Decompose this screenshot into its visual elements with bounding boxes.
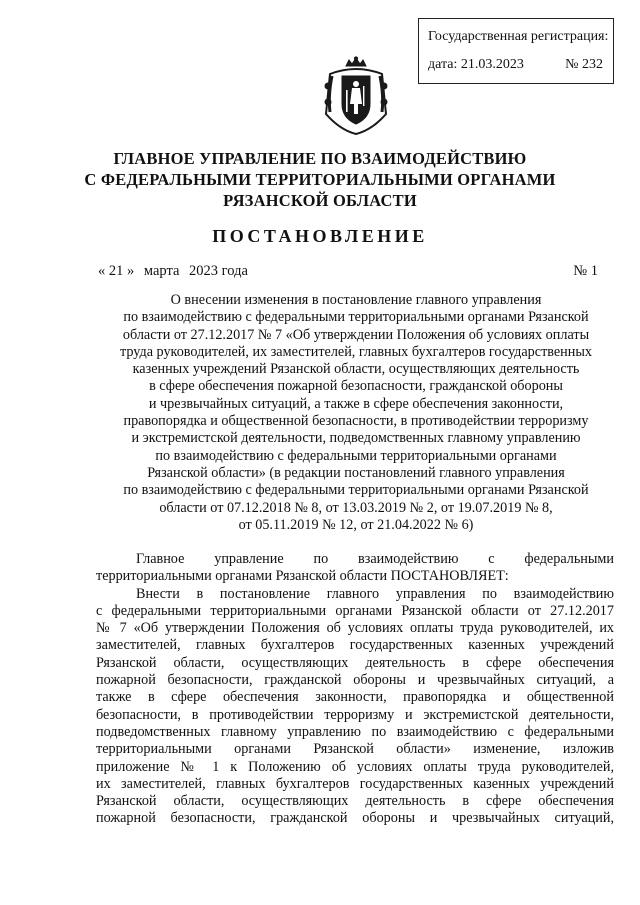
subject-line: О внесении изменения в постановление главного управления	[170, 292, 542, 308]
organization-line: ГЛАВНОЕ УПРАВЛЕНИЕ ПО ВЗАИМОДЕЙСТВИЮ	[113, 149, 527, 168]
subject-line: по взаимодействию с федеральными территориальными органами Рязанской	[123, 482, 589, 499]
body-line: территориальными органами Рязанской области» изменение, изложив	[96, 741, 614, 758]
body-line: территориальными органами Рязанской области ПОСТАНОВЛЯЕТ:	[96, 568, 509, 585]
subject-line: по взаимодействию с федеральными территориальными органами Рязанской	[123, 309, 589, 326]
body-line: № 7 «Об утверждении Положения об условиях оплаты труда руководителей, их	[96, 620, 614, 637]
body-line: пожарной безопасности, гражданской обороны и чрезвычайных ситуаций,	[96, 810, 614, 827]
body-line: с федеральными территориальными органами Рязанской области от 27.12.2017	[96, 602, 614, 619]
document-date	[98, 263, 254, 280]
subject-line: и экстремистской деятельности, подведомственных главному управлению	[131, 430, 581, 447]
registration-title: Государственная регистрация:	[428, 29, 609, 44]
body-line: их заместителей, главных бухгалтеров государственных казенных учреждений	[96, 775, 614, 792]
body-line: подведомственных главному управлению по взаимодействию с федеральными	[96, 723, 614, 740]
body-line: безопасности, в противодействии терроризму и экстремистской деятельности,	[96, 706, 614, 723]
coat-of-arms-icon	[316, 56, 396, 136]
date-month: марта	[143, 263, 180, 279]
registration-number: № 232	[565, 57, 603, 72]
subject-line: области от 27.12.2017 № 7 «Об утверждении Положения об условиях оплаты	[122, 326, 590, 343]
organization-line: С ФЕДЕРАЛЬНЫМИ ТЕРРИТОРИАЛЬНЫМИ ОРГАНАМИ	[84, 170, 556, 189]
body-line: также в сфере обеспечения законности, правопорядка и общественной	[96, 689, 614, 706]
body-line: Главное управление по взаимодействию с федеральными	[136, 551, 614, 567]
subject-line: Рязанской области» (в редакции постановлений главного управления	[147, 464, 565, 481]
document-type-heading: ПОСТАНОВЛЕНИЕ	[212, 226, 428, 246]
body-line: Рязанской области, осуществляющих деятельность в сфере обеспечения	[96, 793, 614, 810]
body-line: заместителей, главных бухгалтеров государственных казенных учреждений	[96, 637, 614, 654]
subject-line: в сфере обеспечения пожарной безопасности, гражданской обороны	[149, 378, 563, 395]
subject-line: по взаимодействию с федеральными территориальными органами	[155, 447, 557, 464]
subject-line: и чрезвычайных ситуаций, а также в сфере обеспечения законности,	[148, 395, 564, 412]
subject-line: казенных учреждений Рязанской области, осуществляющих деятельность	[132, 361, 580, 378]
organization-name	[40, 148, 600, 211]
subject-line: области от 07.12.2018 № 8, от 13.03.2019 № 2, от 19.07.2019 № 8,	[159, 499, 553, 516]
organization-line: РЯЗАНСКОЙ ОБЛАСТИ	[223, 191, 417, 210]
body-line: приложение № 1 к Положению об условиях оплаты труда руководителей,	[96, 758, 614, 775]
registration-date: дата: 21.03.2023	[428, 57, 524, 72]
body-line: пожарной безопасности, гражданской обороны и чрезвычайных ситуаций, а	[96, 672, 614, 689]
registration-stamp	[418, 18, 614, 84]
document-body	[96, 551, 614, 828]
body-line: Внести в постановление главного управления по взаимодействию	[136, 585, 614, 602]
date-year: 2023 года	[189, 263, 248, 279]
body-line: Рязанской области, осуществляющих деятельность в сфере обеспечения	[96, 654, 614, 671]
subject-line: правопорядка и общественной безопасности, в противодействии терроризму	[123, 413, 589, 430]
date-day: « 21 »	[98, 263, 135, 279]
subject-line: труда руководителей, их заместителей, главных бухгалтеров государственных	[120, 343, 592, 360]
document-subject	[96, 292, 616, 534]
subject-line: от 05.11.2019 № 12, от 21.04.2022 № 6)	[238, 516, 474, 533]
document-number: № 1	[573, 263, 598, 279]
